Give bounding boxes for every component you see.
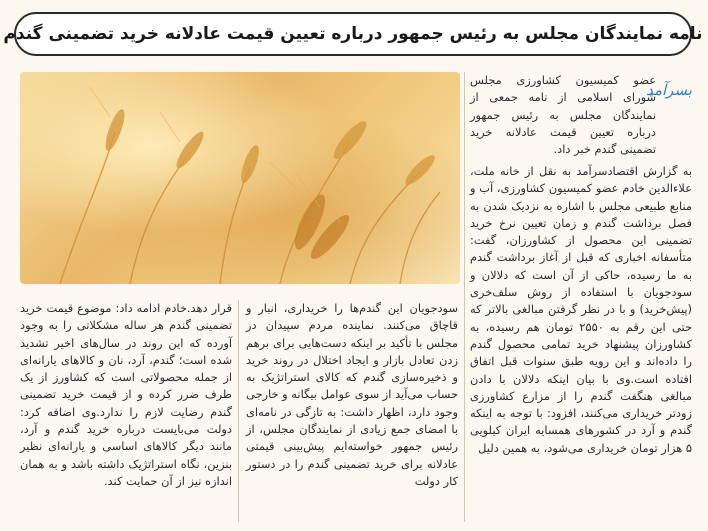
article-column-right-intro (470, 72, 656, 160)
article-column-middle (246, 300, 458, 492)
publication-logo: بسرآمد (646, 81, 692, 99)
headline-box (3, 12, 703, 56)
article-column-left (20, 300, 232, 492)
body-paragraph-middle: سودجویان این گندم‌ها را خریداری، انبار و قاچاق می‌کنند. نماینده مردم سپیدان در مجلس با تأکید بر اینکه دست‌هایی برای برهم زدن تعادل بازار و ایجاد اختلال در روند خرید و ذخیره‌سازی گندم که کالای استراتژیک به حساب می‌آید از سوی عوامل بیگانه و خارجی وجود دارد، اظهار داشت: به تازگی در نامه‌ای با امضای جمع زیادی از نمایندگان مجلس، از رئیس جمهور خواسته‌ایم پیش‌بینی قیمتی عادلانه برای خرید تضمینی گندم را در دستور کار دولت (246, 301, 458, 488)
wheat-field-photo (20, 72, 460, 284)
column-divider (238, 300, 239, 522)
article-column-right (470, 163, 692, 459)
wheat-stalks-drawing (20, 72, 460, 284)
article-headline: نامه نمایندگان مجلس به رئیس جمهور درباره تعیین قیمت عادلانه خرید تضمینی گندم (3, 24, 703, 44)
intro-paragraph: عضو کمیسیون کشاورزی مجلس شورای اسلامی از نامه جمعی از نمایندگان مجلس به رئیس جمهور درباره تعیین قیمت عادلانه خرید تضمینی گندم خبر داد. (470, 73, 656, 157)
column-divider (464, 72, 465, 522)
body-paragraph-left: قرار دهد.خادم ادامه داد: موضوع قیمت خرید تضمینی گندم هر ساله مشکلاتی را به وجود آورده که این روند در سال‌های اخیر تشدید شده است؛ گندم، آرد، نان و کالاهای یارانه‌ای از جمله محصولاتی است که کشاورز از یک طرف ضرر کرده و از قیمت خرید تضمینی گندم رضایت لازم را ندارد.وی اضافه کرد: دولت می‌بایست درباره خرید گندم و آرد، مانند دیگر کالاهای اساسی و یارانه‌ای نظیر بنزین، نگاه استراتژیک داشته باشد و به همان اندازه نیز از آن حمایت کند. (20, 301, 232, 488)
body-paragraph-right: به گزارش اقتصادسرآمد به نقل از خانه ملت، علاءالدین خادم عضو کمیسیون کشاورزی، آب و منابع طبیعی مجلس با اشاره به نزدیک شدن به فصل برداشت گندم و زمان تعیین نرخ خرید تضمینی این محصول از کشاورزان، گفت: متأسفانه اخباری که قبل از آغاز برداشت گندم به ما رسیده، حاکی از آن است که دلالان و سودجویان با استفاده از روش سلف‌خری (پیش‌خرید) و با در نظر گرفتن مبالغی بالاتر که حتی این رقم به ۲۵۵۰ تومان هم رسیده، به کشاورزان پیشنهاد خرید تمامی محصول گندم را داده‌اند و این رویه طبق سنوات قبل اتفاق افتاده است.وی با بیان اینکه دلالان با دادن مبالغی هنگفت گندم را از مزارع کشاورزی زودتر خریداری می‌کنند، افزود: با توجه به اینکه گندم و آرد در کشورهای همسایه ایران کیلویی ۵ هزار تومان خریداری می‌شود، به همین دلیل (470, 164, 692, 455)
